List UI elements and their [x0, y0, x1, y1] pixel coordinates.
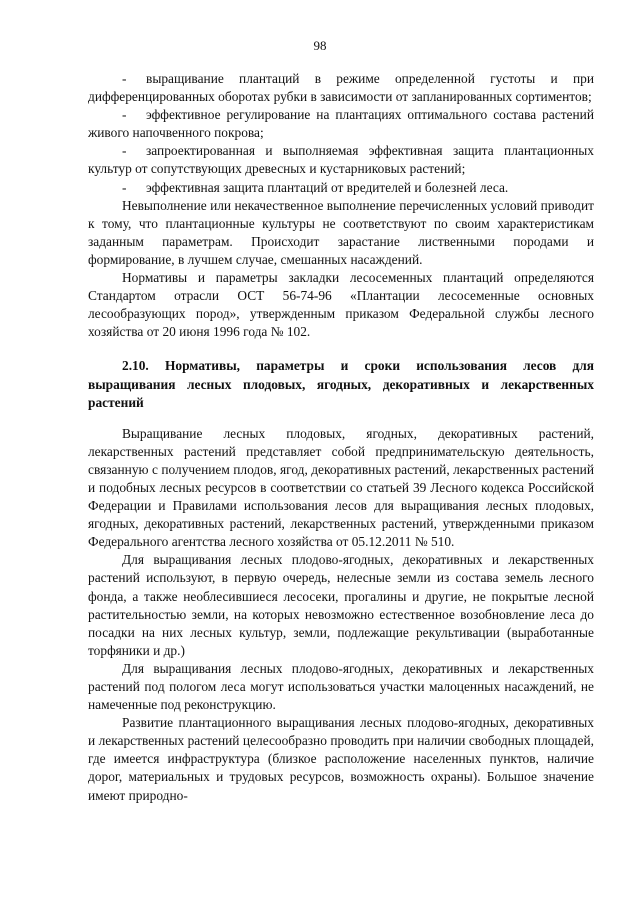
paragraph-land-use: Для выращивания лесных плодово-ягодных, декоративных и лекарственных растений используют, в первую очередь, нелесные земли из состава земель лесного фонда, а также необлесившиеся лесосеки, прогалины и другие, не покрытые лесной растительностью земли, на которых невозможно естественное возобновление леса до посадки на них лесных культур, земли, подлежащие рекультивации (выработанные торфяники и др.) — [88, 552, 594, 658]
paragraph-development: Развитие плантационного выращивания лесных плодово-ягодных, декоративных и лекарственных растений целесообразно проводить при наличии свободных площадей, где имеется инфраструктура (близкое расположение населенных пунктов, наличие дорог, материальных и трудовых ресурсов, возможность охраны). Большое значение имеют природно- — [88, 715, 594, 803]
list-item-text: эффективное регулирование на плантациях оптимального состава растений живого напочвенного покрова; — [88, 107, 594, 141]
list-dash: - — [122, 107, 127, 123]
section-heading: 2.10. Нормативы, параметры и сроки использования лесов для выращивания лесных плодовых, ягодных, декоративных и лекарственных растений — [88, 358, 594, 410]
page-number: 98 — [313, 38, 327, 53]
list-item-2 — [88, 106, 594, 142]
list-item-text: выращивание плантаций в режиме определенной густоты и при дифференцированных оборотах рубки в зависимости от запланированных сортиментов; — [88, 71, 594, 105]
list-item-1 — [88, 70, 594, 106]
document-body — [88, 70, 594, 805]
list-dash: - — [122, 179, 127, 195]
paragraph-definition: Выращивание лесных плодовых, ягодных, декоративных растений, лекарственных растений представляет собой предпринимательскую деятельность, связанную с получением плодов, ягод, декоративных растений, лекарственных растений и подобных лесных ресурсов в соответствии со статьей 39 Лесного кодекса Российской Федерации и Правилами использования лесов для выращивания лесных плодовых, ягодных, декоративных растений, лекарственных растений, утвержденными приказом Федерального агентства лесного хозяйства от 05.12.2011 № 510. — [88, 425, 594, 550]
paragraph-nonfulfillment: Невыполнение или некачественное выполнение перечисленных условий приводит к тому, что плантационные культуры не соответствуют по своим характеристикам заданным параметрам. Происходит зарастание лиственными породами и формирование, в лучшем случае, смешанных насаждений. — [88, 197, 594, 267]
list-dash: - — [122, 71, 127, 86]
list-item-text: эффективная защита плантаций от вредителей и болезней леса. — [146, 179, 509, 195]
paragraph-standards: Нормативы и параметры закладки лесосеменных плантаций определяются Стандартом отрасли ОСТ 56-74-96 «Плантации лесосеменные основных лесообразующих пород», утвержденным приказом Федеральной службы лесного хозяйства от 20 июня 1996 года № 102. — [88, 270, 594, 340]
list-item-4 — [88, 179, 594, 197]
list-item-text: запроектированная и выполняемая эффективная защита плантационных культур от сопутствующих древесных и кустарниковых растений; — [88, 143, 594, 177]
paragraph-canopy: Для выращивания лесных плодово-ягодных, декоративных и лекарственных растений под пологом леса могут использоваться участки малоценных насаждений, не намеченные под реконструкцию. — [88, 660, 594, 713]
list-item-3 — [88, 142, 594, 178]
list-dash: - — [122, 143, 127, 159]
